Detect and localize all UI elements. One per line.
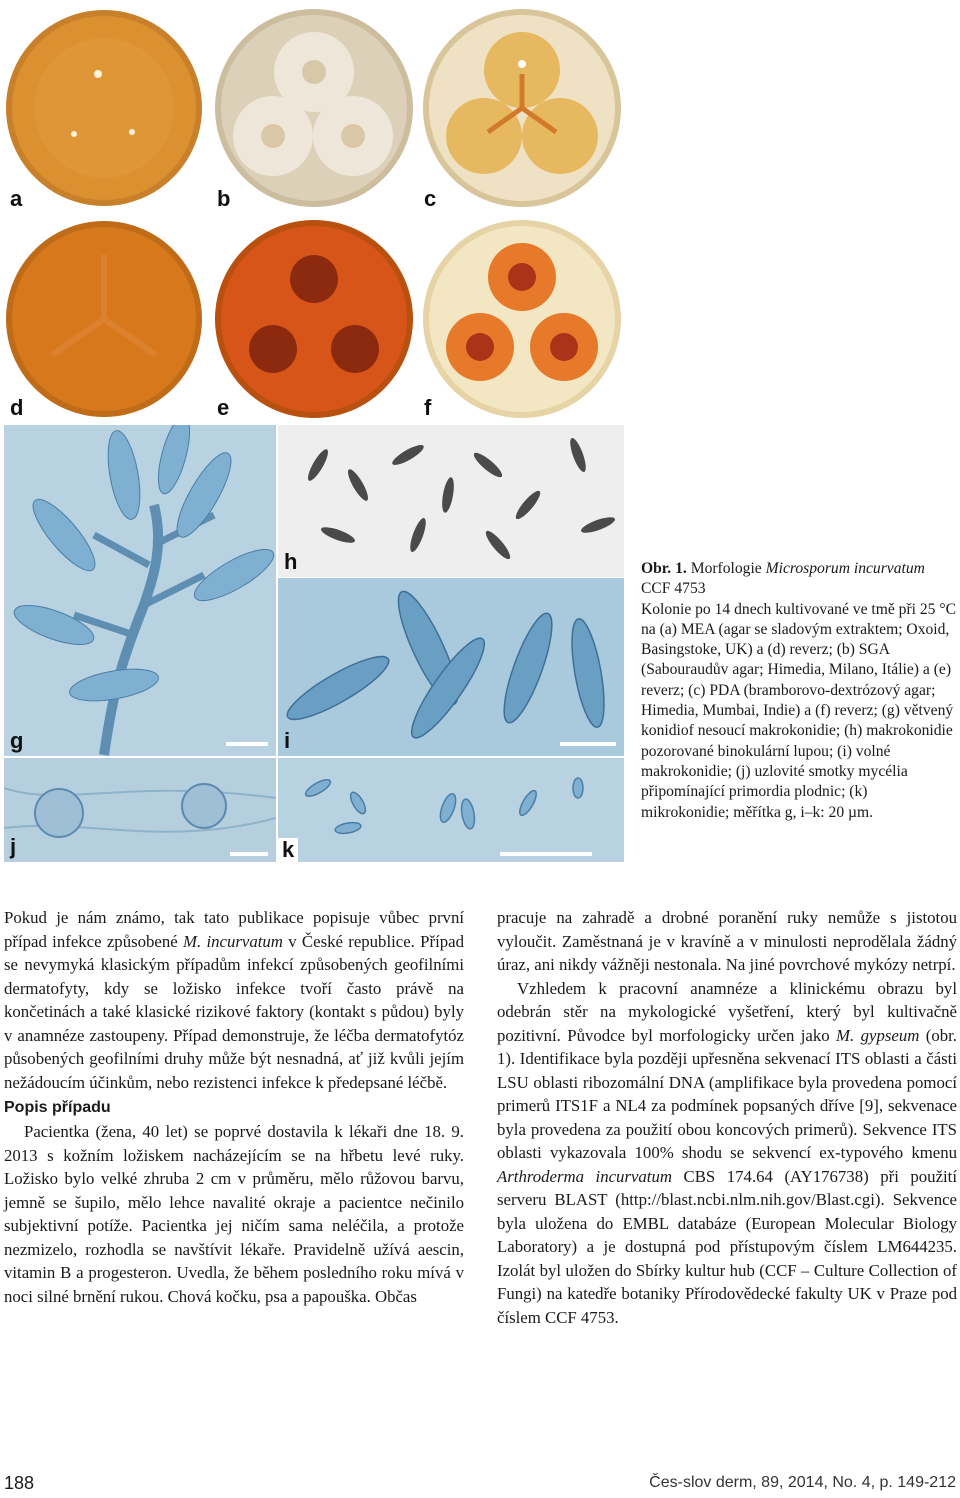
scale-bar-k	[500, 852, 592, 856]
plate-b-sga	[211, 4, 417, 214]
panel-label-d: d	[10, 395, 24, 420]
panel-h-macroconidia-binocular	[278, 425, 624, 577]
journal-citation: Čes-slov derm, 89, 2014, No. 4, p. 149-212	[649, 1474, 956, 1491]
panel-label-f: f	[424, 395, 432, 420]
petri-dish-c	[418, 4, 624, 214]
panel-label-g: g	[10, 728, 24, 753]
scale-bar-j	[230, 852, 268, 856]
scale-bar-i	[560, 742, 616, 746]
petri-dish-f	[418, 215, 624, 423]
caption-strain: CCF 4753	[641, 580, 706, 598]
conidiophore-drawing	[4, 425, 276, 756]
scale-bar-g	[226, 742, 268, 746]
case-paragraph: Pacientka (žena, 40 let) se poprvé dostavila k lékaři dne 18. 9. 2013 s kožním ložiskem nacházejícím se na hřbetu levé ruky. Ložisko bylo velké zhruba 2 cm v průměru, mělo růžovou barvu, jemně se šupilo, mělo lehce navalité okraje a pacientce nečinilo subjektivní potíže. Pacientka jej ničím sama neléčila, a protože nezmizelo, rozhodla se navštívit lékaře. Pravidelně užívá aescin, vitamin B a progesteron. Uvedla, že během posledního roku mívá v noci silné brnění rukou. Chová kočku, psa a papouška. Občas	[4, 1122, 464, 1306]
intro-text: Pokud je nám známo, tak tato publikace popisuje vůbec první případ infekce způsobené	[4, 908, 464, 951]
panel-i-free-macroconidia	[278, 578, 624, 756]
microconidia-drawing	[278, 758, 624, 862]
panel-label-j: j	[10, 834, 17, 859]
panel-label-e: e	[217, 395, 230, 420]
panel-label-c: c	[424, 186, 437, 211]
caption-species: Microsporum incurvatum	[765, 560, 925, 577]
page-number: 188	[4, 1473, 35, 1493]
right-species-b: Arthroderma incurvatum	[497, 1166, 672, 1186]
caption-prefix: Obr. 1.	[641, 560, 687, 577]
figure-caption	[641, 559, 957, 823]
plate-e-sga-reverse	[211, 215, 417, 423]
petri-dish-e	[211, 215, 417, 423]
plate-f-pda-reverse	[418, 215, 624, 423]
intro-text-rest: v České republice. Případ se nevymyká klasickým případům infekcí způsobených geofilními dermatofyty, kdy se ložisko infekce tvoří často právě na končetinách a také klasické rizikové faktory (kontakt s půdou) byly v anamnéze zastoupeny. Případ demonstruje, že léčba dermatofytóz působených geofilními druhy může být nesnadná, ať již kvůli jejím nežádoucím účinkům, nebo rezistenci infekce k předepsané léčbě.	[4, 931, 464, 1092]
plate-c-pda	[418, 4, 624, 214]
macroconidia-blue-drawing	[278, 578, 624, 756]
panel-label-h: h	[284, 549, 298, 574]
right-text-c: CBS 174.64 (AY176738) při použití serveru BLAST (http://blast.ncbi.nlm.nih.gov/Blast.cgi). Sekvence byla uložena do EMBL databáze (European Molecular Biology Laboratory) a je dostupná pod přístupovým číslem LM644235. Izolát byl uložen do Sbírky kultur hub (CCF – Culture Collection of Fungi) na katedře botaniky Přírodovědecké fakulty UK v Praze pod číslem CCF 4753.	[497, 1166, 957, 1327]
intro-paragraph	[4, 906, 464, 1094]
petri-dish-b	[211, 4, 417, 214]
panel-label-k: k	[278, 838, 298, 862]
panel-j-hyphal-knots	[4, 758, 276, 862]
hyphal-knots-drawing	[4, 758, 276, 862]
petri-dish-a	[4, 4, 210, 214]
intro-species: M. incurvatum	[183, 931, 283, 951]
section-heading: Popis případu	[4, 1099, 111, 1116]
panel-k-microconidia	[278, 758, 624, 862]
right-column	[497, 906, 957, 1329]
left-column	[4, 906, 464, 1308]
right-species-a: M. gypseum	[836, 1025, 920, 1045]
panel-label-a: a	[10, 186, 23, 211]
macroconidia-dark-drawing	[278, 425, 624, 577]
right-text-b: (obr. 1). Identifikace byla později upřesněna sekvenací ITS oblasti a části LSU oblasti ribozomální DNA (amplifikace byla provedena pomocí primerů ITS1F a NL4 za podmínek popsaných dříve [9], sekvenace byla provedena za použití obou koncových primerů). Sekvence ITS oblasti vykazovala 100% shodu se sekvencí ex-typového kmenu	[497, 1025, 957, 1162]
plate-d-mea-reverse	[4, 215, 210, 423]
panel-label-b: b	[217, 186, 231, 211]
caption-title	[641, 559, 957, 600]
right-paragraph-1: pracuje na zahradě a drobné poranění ruky nemůže s jistotou vyloučit. Zaměstnaná je v kravíně a v minulosti neprodělala žádný úraz, ani nikdy vážněji nestonala. Na jiné povrchové mykózy netrpí.	[497, 908, 957, 974]
panel-label-i: i	[284, 728, 291, 753]
right-paragraph-2	[497, 977, 957, 1330]
caption-title-text: Morfologie	[690, 560, 766, 577]
caption-body: Kolonie po 14 dnech kultivované ve tmě při 25 °C na (a) MEA (agar se sladovým extraktem; Oxoid, Basingstoke, UK) a (d) reverz; (b) SGA (Sabouraudův agar; Himedia, Milano, Itálie) a (e) reverz; (c) PDA (bramborovo-dextrózový agar; Himedia, Mumbai, Indie) a (f) reverz; (g) větvený konidiof nesoucí makrokonidie; (h) makrokonidie pozorované binokulární lupou; (i) volné makrokonidie; (j) uzlovité smotky mycélia připomínající primordia plodnic; (k) mikrokonidie; měřítka g, i–k: 20 µm.	[641, 600, 957, 821]
right-text-a: Vzhledem k pracovní anamnéze a klinickému obrazu byl odebrán stěr na mykologické vyšetření, který byl kultivačně pozitivní. Původce byl morfologicky určen jako	[497, 978, 957, 1045]
plate-a-mea	[4, 4, 210, 214]
panel-g-conidiophore	[4, 425, 276, 756]
petri-dish-d	[4, 215, 210, 423]
